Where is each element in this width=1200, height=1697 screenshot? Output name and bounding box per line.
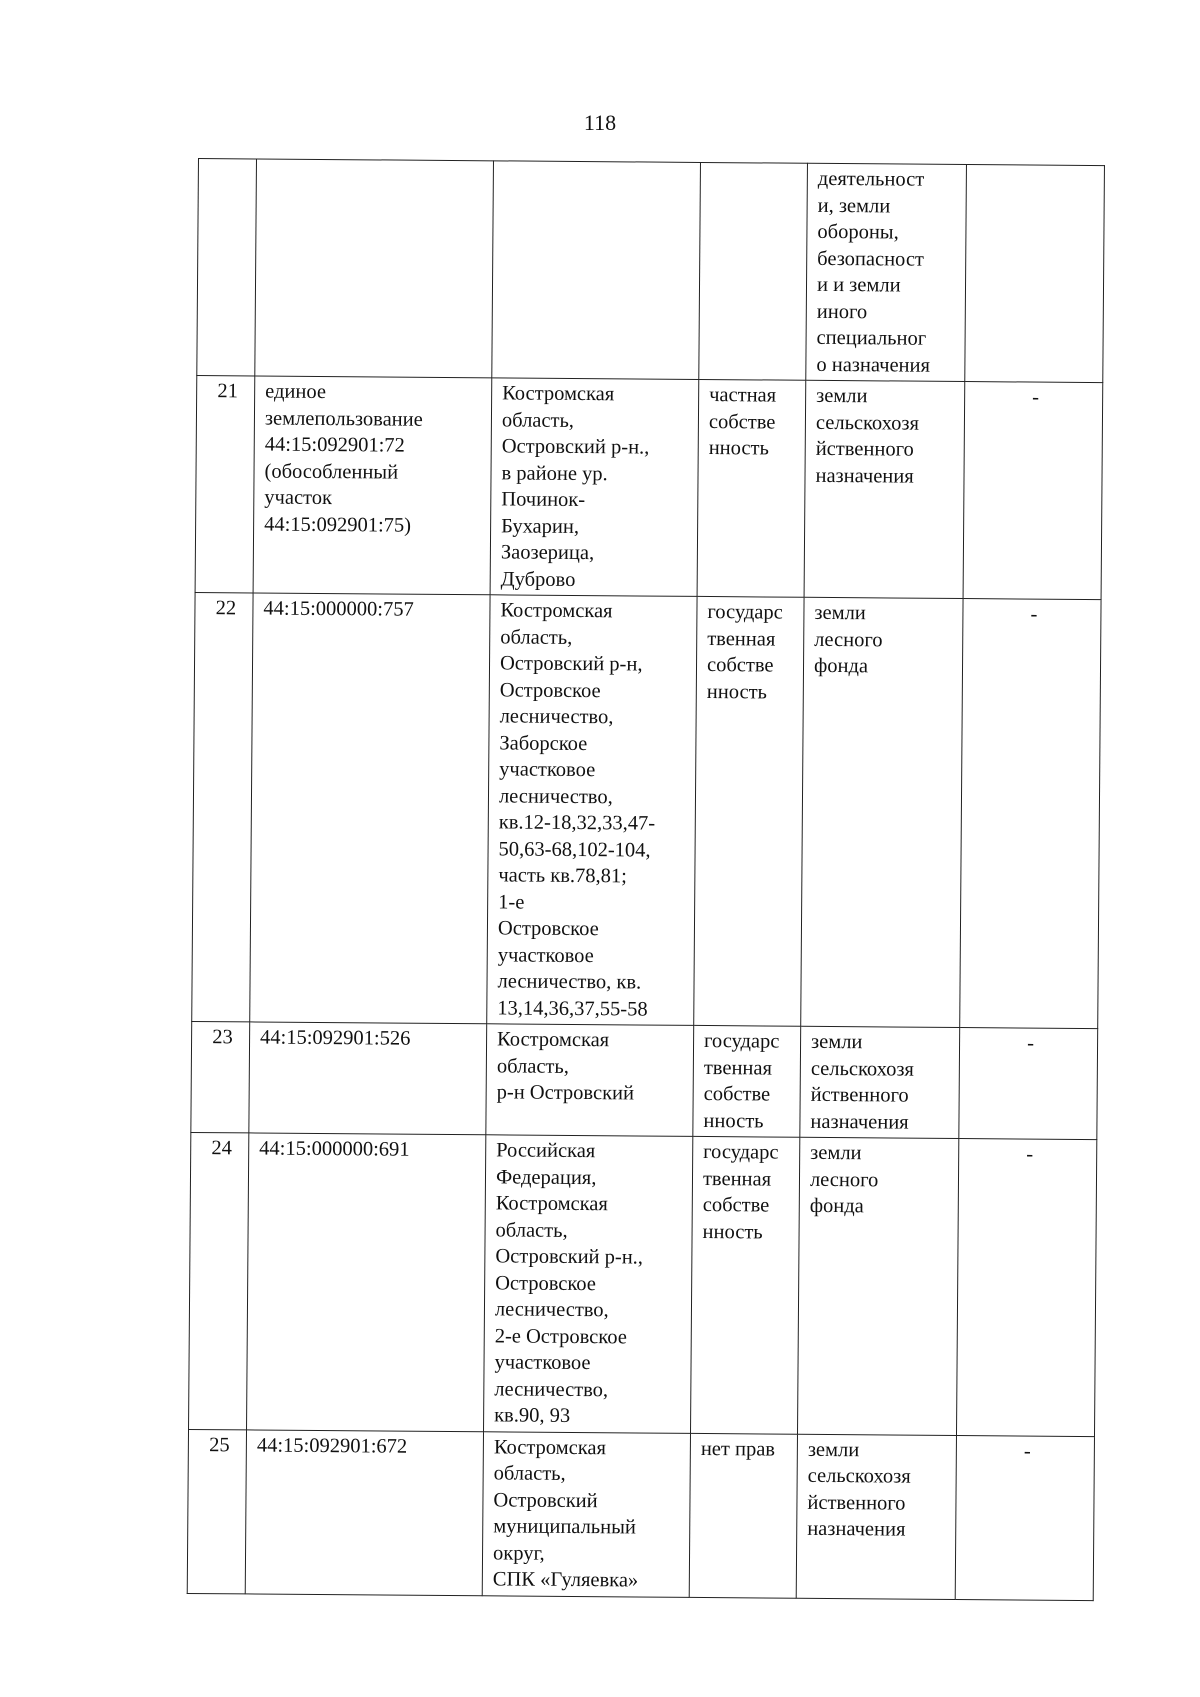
- cell-number: 25: [187, 1429, 246, 1593]
- cell-right: частная собстве нность: [697, 379, 806, 597]
- cell-right: государс твенная собстве нность: [691, 1136, 800, 1433]
- table-row: [187, 1429, 1094, 1600]
- cell-note: -: [955, 1435, 1094, 1600]
- cell-purpose: земли сельскохозя йственного назначения: [800, 1026, 960, 1138]
- cell-number: 21: [195, 375, 255, 592]
- page-number: 118: [583, 110, 617, 135]
- cell-cadastral: единое землепользование 44:15:092901:72 (обособленный участок 44:15:092901:75): [253, 376, 492, 595]
- cell-note: -: [960, 599, 1101, 1029]
- cell-note: -: [956, 1139, 1096, 1437]
- land-plots-table: [187, 158, 1105, 1601]
- cell-purpose: земли сельскохозя йственного назначения: [804, 380, 965, 598]
- cell-number: [197, 159, 257, 376]
- cell-address: Костромская область, р-н Островский: [486, 1024, 694, 1137]
- cell-note: [965, 165, 1105, 383]
- cell-right: государс твенная собстве нность: [694, 596, 804, 1026]
- cell-number: 24: [189, 1132, 249, 1429]
- cell-address: [492, 161, 701, 380]
- cell-note: -: [963, 382, 1103, 600]
- cell-right: нет прав: [689, 1433, 797, 1598]
- cell-cadastral: 44:15:092901:526: [249, 1022, 487, 1135]
- cell-cadastral: 44:15:000000:691: [247, 1133, 486, 1431]
- cell-cadastral: 44:15:092901:672: [245, 1429, 483, 1595]
- table-row: [189, 1132, 1097, 1436]
- cell-cadastral: 44:15:000000:757: [250, 593, 490, 1024]
- cell-number: 23: [191, 1021, 250, 1132]
- cell-purpose: земли лесного фонда: [797, 1137, 958, 1435]
- cell-purpose: земли сельскохозя йственного назначения: [796, 1434, 956, 1599]
- cell-address: Российская Федерация, Костромская область, Островский р-н., Островское лесничество, 2-е Островское участковое лесничество, кв.90, 93: [484, 1135, 693, 1433]
- cell-address: Костромская область, Островский муниципальный округ, СПК «Гуляевка»: [482, 1431, 690, 1597]
- cell-right: [699, 162, 808, 380]
- cell-purpose: земли лесного фонда: [801, 597, 963, 1027]
- cell-purpose: деятельност и, земли обороны, безопасност и и земли иного специальног о назначения: [806, 163, 967, 381]
- cell-address: Костромская область, Островский р-н., в районе ур. Починок- Бухарин, Заозерица, Дуброво: [490, 378, 699, 597]
- cell-cadastral: [255, 159, 494, 378]
- table-row: [192, 592, 1101, 1028]
- table-row-continuation: [197, 159, 1105, 383]
- table-row: [191, 1021, 1098, 1139]
- table-row: [195, 375, 1103, 599]
- cell-address: Костромская область, Островский р-н, Островское лесничество, Заборское участковое лесничество, кв.12-18,32,33,47- 50,63-68,102-104, часть кв.78,81; 1-е Островское участковое лесничество, кв. 13,14,36,37,55-58: [487, 595, 697, 1026]
- cell-note: -: [959, 1028, 1098, 1140]
- cell-right: государс твенная собстве нность: [693, 1025, 801, 1137]
- cell-number: 22: [192, 592, 253, 1021]
